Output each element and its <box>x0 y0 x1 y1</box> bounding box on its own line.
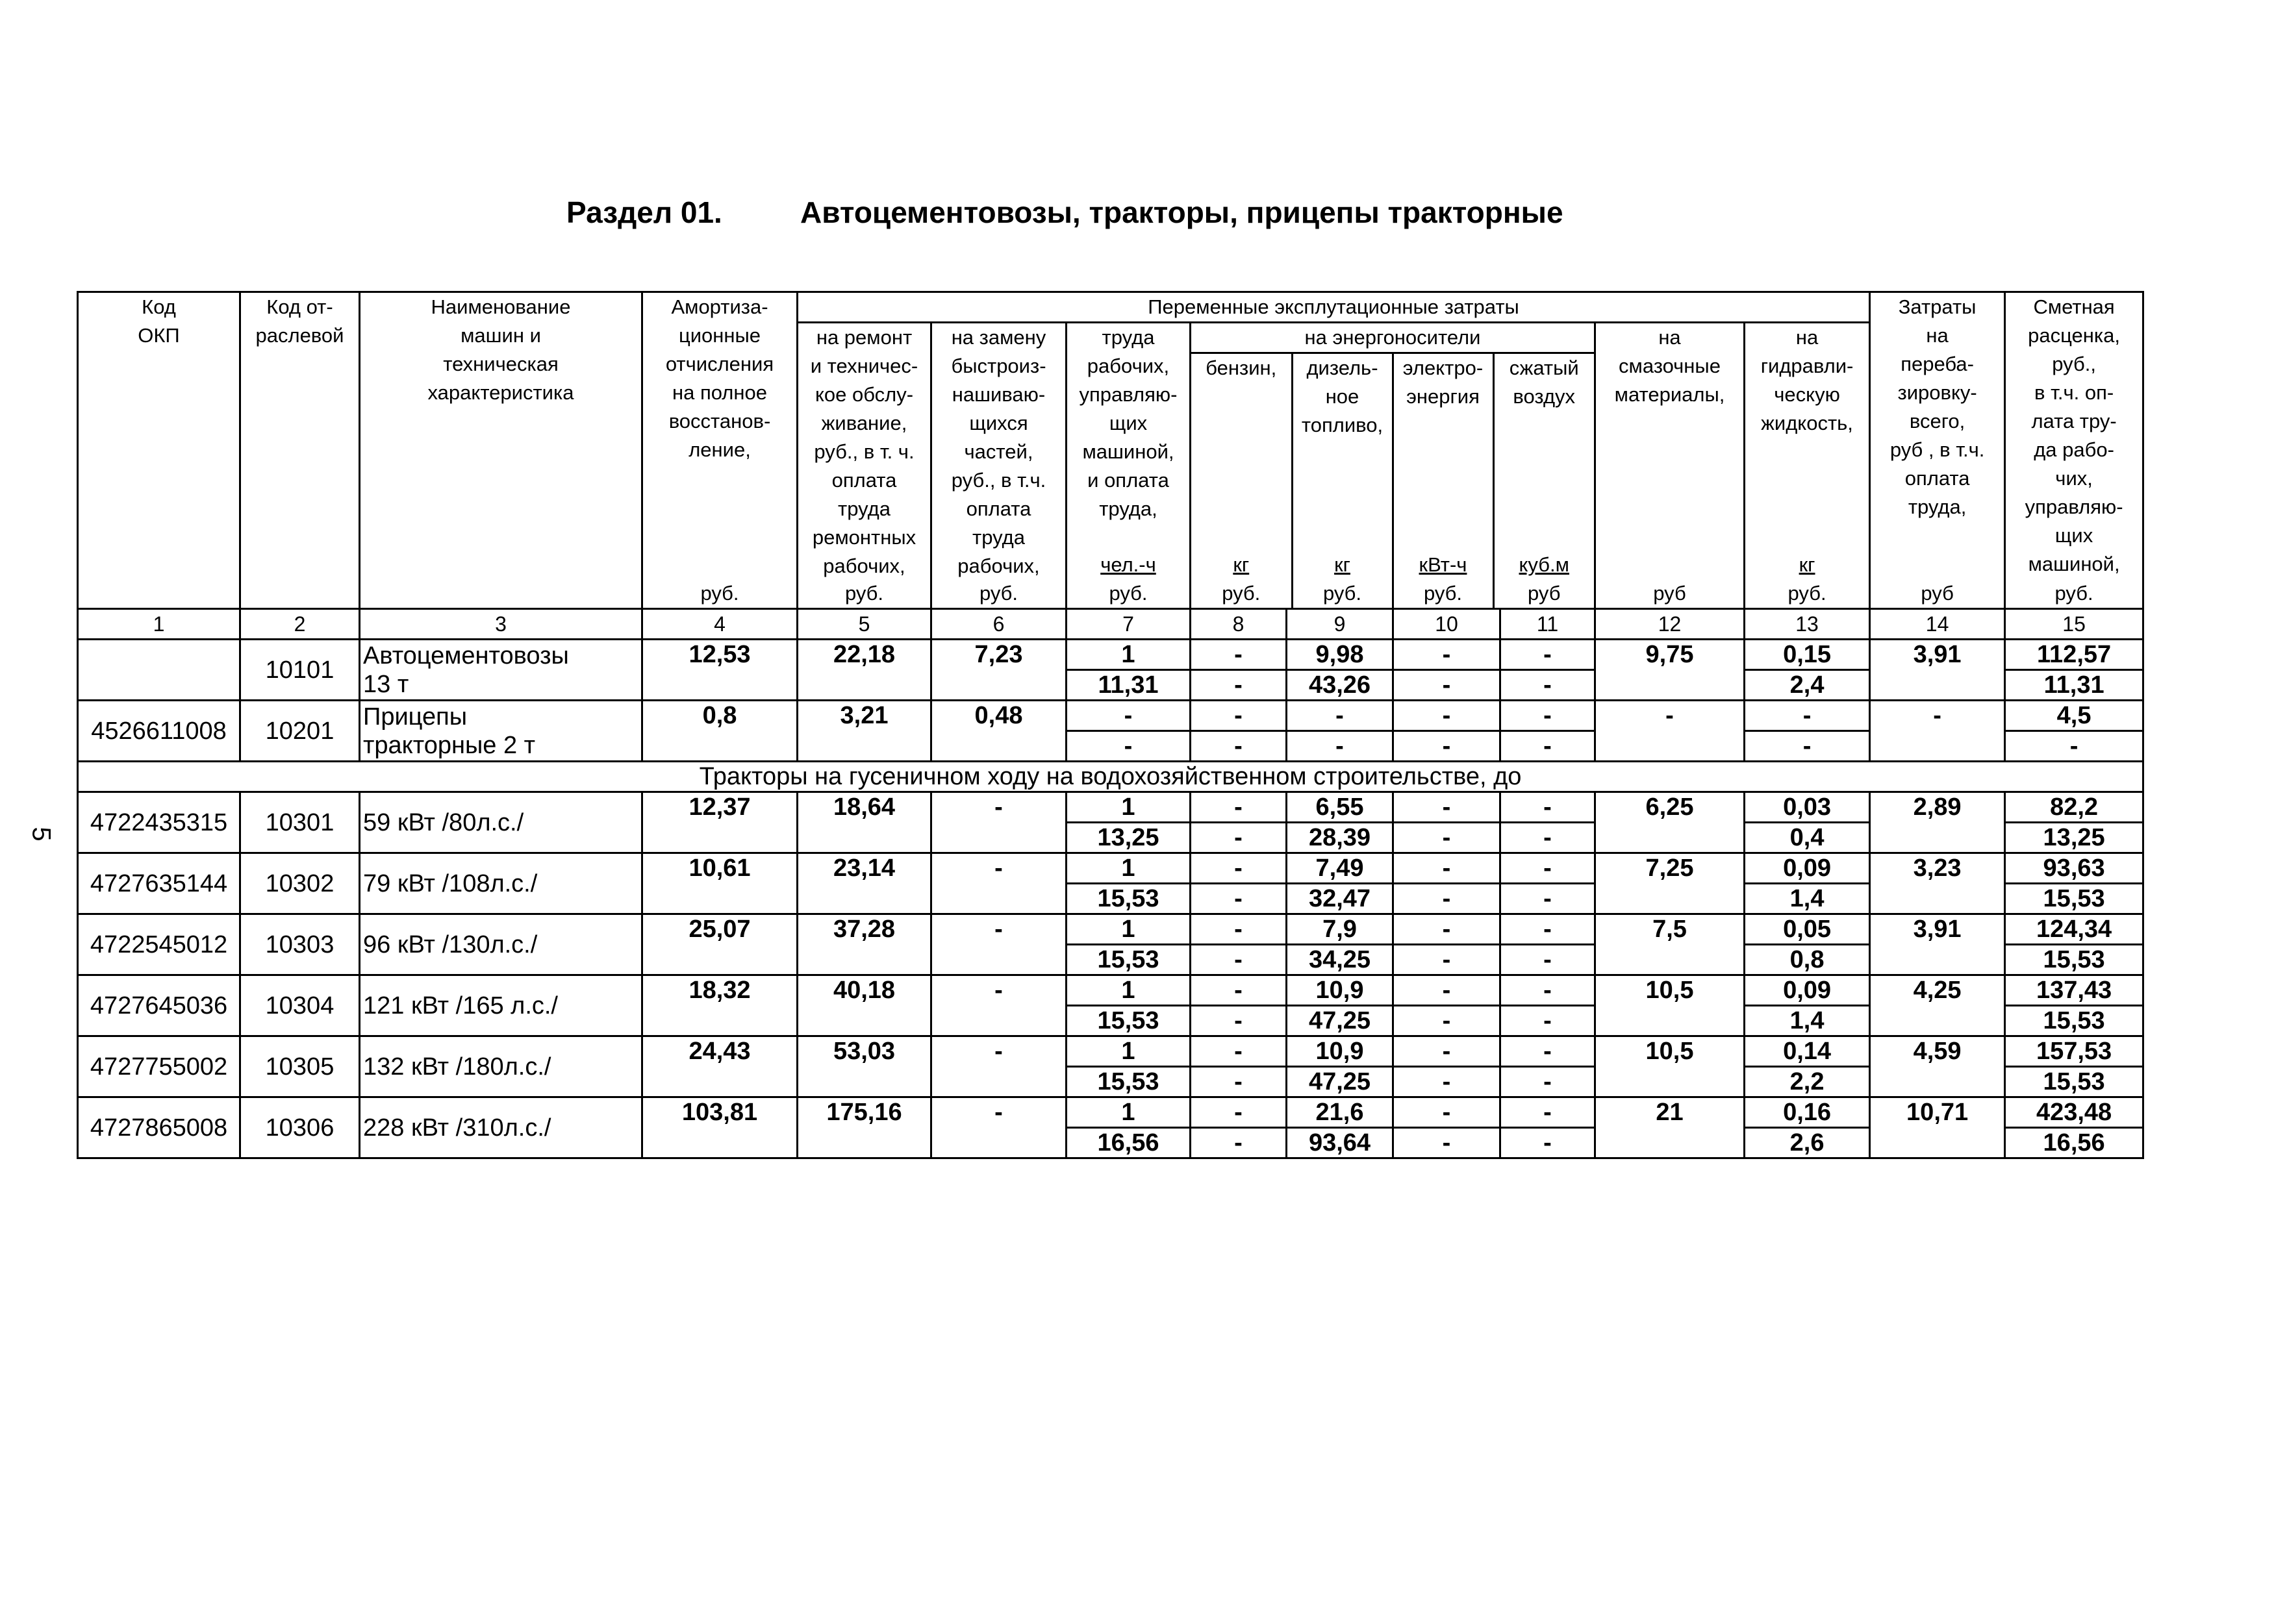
cell-diesel-kg: 9,98 <box>1287 640 1393 670</box>
cell-estimate-labor: 11,31 <box>2005 670 2143 701</box>
cell-electric-rub: - <box>1393 1067 1500 1097</box>
cell-diesel-rub: 43,26 <box>1287 670 1393 701</box>
cell-labor-rub: 16,56 <box>1067 1128 1191 1158</box>
cell-petrol-rub: - <box>1191 823 1287 853</box>
cell-lube: 6,25 <box>1595 792 1745 853</box>
cell-labor-rub: 11,31 <box>1067 670 1191 701</box>
cell-petrol-kg: - <box>1191 792 1287 823</box>
column-number: 12 <box>1595 609 1745 640</box>
cell-labor-hours: 1 <box>1067 1097 1191 1128</box>
cell-okp: 4727635144 <box>78 853 240 914</box>
table-row <box>78 701 2143 731</box>
cell-electric-rub: - <box>1393 945 1500 975</box>
table-row <box>78 640 2143 670</box>
cell-air-rub: - <box>1500 1006 1595 1036</box>
cell-electric-rub: - <box>1393 731 1500 762</box>
cell-petrol-rub: - <box>1191 670 1287 701</box>
cell-name: Автоцементовозы 13 т <box>360 640 642 701</box>
header-transport: Затраты на переба- зировку- всего, руб , в т.ч. оплата труда, руб <box>1870 292 2005 609</box>
group-label: Тракторы на гусеничном ходу на водохозяйственном строительстве, до <box>78 762 2143 792</box>
cell-transport: - <box>1870 701 2005 762</box>
cell-labor-hours: - <box>1067 701 1191 731</box>
cell-name: 59 кВт /80л.с./ <box>360 792 642 853</box>
cell-diesel-rub: 28,39 <box>1287 823 1393 853</box>
section-title <box>0 188 2287 240</box>
header-lube: на смазочные материалы, руб <box>1595 323 1745 609</box>
cell-estimate-labor: 15,53 <box>2005 945 2143 975</box>
cell-electric-kwh: - <box>1393 701 1500 731</box>
cell-code: 10305 <box>240 1036 360 1097</box>
table-row <box>78 914 2143 945</box>
cell-estimate: 112,57 <box>2005 640 2143 670</box>
cell-electric-kwh: - <box>1393 640 1500 670</box>
cell-okp: 4727645036 <box>78 975 240 1036</box>
cell-hydraulic-kg: 0,14 <box>1745 1036 1870 1067</box>
cell-petrol-kg: - <box>1191 640 1287 670</box>
cell-air-rub: - <box>1500 670 1595 701</box>
cell-hydraulic-kg: 0,09 <box>1745 975 1870 1006</box>
cell-name: 79 кВт /108л.с./ <box>360 853 642 914</box>
header-replace: на замену быстроиз- нашиваю- щихся частей, руб., в т.ч. оплата труда рабочих, руб. <box>931 323 1067 609</box>
column-number: 5 <box>798 609 931 640</box>
cell-electric-rub: - <box>1393 1128 1500 1158</box>
cell-air-rub: - <box>1500 1067 1595 1097</box>
cell-air-m3: - <box>1500 1097 1595 1128</box>
header-petrol: бензин, кг руб. <box>1191 353 1292 608</box>
cell-electric-rub: - <box>1393 1006 1500 1036</box>
cell-estimate: 137,43 <box>2005 975 2143 1006</box>
cell-repair: 175,16 <box>798 1097 931 1158</box>
cell-diesel-rub: 32,47 <box>1287 884 1393 914</box>
table-header <box>78 292 2143 640</box>
cell-diesel-rub: 93,64 <box>1287 1128 1393 1158</box>
cell-petrol-rub: - <box>1191 884 1287 914</box>
cell-okp: 4526611008 <box>78 701 240 762</box>
cell-code: 10304 <box>240 975 360 1036</box>
cell-hydraulic-kg: 0,03 <box>1745 792 1870 823</box>
cell-hydraulic-rub: 2,6 <box>1745 1128 1870 1158</box>
cell-code: 10201 <box>240 701 360 762</box>
cell-petrol-kg: - <box>1191 975 1287 1006</box>
cell-labor-rub: 15,53 <box>1067 1067 1191 1097</box>
cell-diesel-kg: - <box>1287 701 1393 731</box>
column-number: 9 <box>1287 609 1393 640</box>
header-energy: на энергоносители <box>1191 323 1594 353</box>
table-body-misc <box>78 640 2143 762</box>
cell-transport: 4,25 <box>1870 975 2005 1036</box>
table-row <box>78 792 2143 823</box>
cell-air-m3: - <box>1500 853 1595 884</box>
cell-electric-rub: - <box>1393 884 1500 914</box>
cell-electric-kwh: - <box>1393 975 1500 1006</box>
header-okp: Код ОКП <box>78 292 240 609</box>
cell-transport: 3,23 <box>1870 853 2005 914</box>
header-electric: электро- энергия кВт-ч руб. <box>1393 353 1493 608</box>
cell-diesel-kg: 21,6 <box>1287 1097 1393 1128</box>
cell-estimate-labor: - <box>2005 731 2143 762</box>
section-name: Автоцементовозы, тракторы, прицепы тракторные <box>800 195 1563 229</box>
cell-electric-kwh: - <box>1393 1036 1500 1067</box>
cell-amortization: 24,43 <box>642 1036 798 1097</box>
cell-amortization: 103,81 <box>642 1097 798 1158</box>
cell-air-m3: - <box>1500 701 1595 731</box>
cell-petrol-kg: - <box>1191 914 1287 945</box>
cell-estimate: 124,34 <box>2005 914 2143 945</box>
cell-diesel-rub: 34,25 <box>1287 945 1393 975</box>
cell-hydraulic-kg: 0,16 <box>1745 1097 1870 1128</box>
cell-hydraulic-rub: 0,4 <box>1745 823 1870 853</box>
cell-labor-hours: 1 <box>1067 640 1191 670</box>
cell-estimate: 423,48 <box>2005 1097 2143 1128</box>
section-number: Раздел 01. <box>566 195 722 229</box>
header-estimate: Сметная расценка, руб., в т.ч. оп- лата тру- да рабо- чих, управляю- щих машиной, руб. <box>2005 292 2143 609</box>
cell-amortization: 25,07 <box>642 914 798 975</box>
cell-replace: - <box>931 914 1067 975</box>
cell-replace: - <box>931 792 1067 853</box>
cell-electric-rub: - <box>1393 823 1500 853</box>
cell-diesel-kg: 7,49 <box>1287 853 1393 884</box>
cell-electric-kwh: - <box>1393 914 1500 945</box>
cell-okp: 4722435315 <box>78 792 240 853</box>
cell-amortization: 10,61 <box>642 853 798 914</box>
cell-okp: 4727755002 <box>78 1036 240 1097</box>
cell-hydraulic-rub: 1,4 <box>1745 1006 1870 1036</box>
cell-air-m3: - <box>1500 914 1595 945</box>
cell-estimate-labor: 15,53 <box>2005 1006 2143 1036</box>
cell-petrol-rub: - <box>1191 1067 1287 1097</box>
cell-repair: 3,21 <box>798 701 931 762</box>
column-number-row <box>78 609 2143 640</box>
cell-replace: - <box>931 975 1067 1036</box>
cell-diesel-rub: 47,25 <box>1287 1067 1393 1097</box>
cell-hydraulic-rub: 2,4 <box>1745 670 1870 701</box>
cell-repair: 40,18 <box>798 975 931 1036</box>
cell-transport: 4,59 <box>1870 1036 2005 1097</box>
cell-air-rub: - <box>1500 823 1595 853</box>
header-amortization: Амортиза- ционные отчисления на полное восстанов- ление, руб. <box>642 292 798 609</box>
header-labor: труда рабочих, управляю- щих машиной, и оплата труда, чел.-ч руб. <box>1067 323 1191 609</box>
column-number: 7 <box>1067 609 1191 640</box>
cell-name: 228 кВт /310л.с./ <box>360 1097 642 1158</box>
cell-lube: 9,75 <box>1595 640 1745 701</box>
column-number: 14 <box>1870 609 2005 640</box>
cell-hydraulic-kg: 0,05 <box>1745 914 1870 945</box>
column-number: 11 <box>1500 609 1595 640</box>
cell-air-rub: - <box>1500 731 1595 762</box>
cell-estimate-labor: 15,53 <box>2005 884 2143 914</box>
cell-petrol-kg: - <box>1191 853 1287 884</box>
page-number: 5 <box>27 827 56 842</box>
column-number: 4 <box>642 609 798 640</box>
cell-okp <box>78 640 240 701</box>
cell-transport: 2,89 <box>1870 792 2005 853</box>
cell-code: 10301 <box>240 792 360 853</box>
cell-lube: 10,5 <box>1595 975 1745 1036</box>
header-air: сжатый воздух куб.м руб <box>1493 353 1594 608</box>
column-number: 15 <box>2005 609 2143 640</box>
cell-air-m3: - <box>1500 792 1595 823</box>
column-number: 2 <box>240 609 360 640</box>
cell-labor-hours: 1 <box>1067 914 1191 945</box>
cell-electric-kwh: - <box>1393 853 1500 884</box>
cell-hydraulic-rub: 0,8 <box>1745 945 1870 975</box>
cell-air-m3: - <box>1500 640 1595 670</box>
cell-hydraulic-kg: - <box>1745 701 1870 731</box>
cell-petrol-kg: - <box>1191 1097 1287 1128</box>
table-row <box>78 1097 2143 1128</box>
cell-diesel-kg: 7,9 <box>1287 914 1393 945</box>
cell-replace: - <box>931 853 1067 914</box>
cell-name: Прицепы тракторные 2 т <box>360 701 642 762</box>
cell-estimate: 4,5 <box>2005 701 2143 731</box>
cell-petrol-rub: - <box>1191 1128 1287 1158</box>
cell-transport: 10,71 <box>1870 1097 2005 1158</box>
cell-petrol-kg: - <box>1191 701 1287 731</box>
column-number: 8 <box>1191 609 1287 640</box>
cell-diesel-rub: - <box>1287 731 1393 762</box>
column-number: 13 <box>1745 609 1870 640</box>
cell-name: 121 кВт /165 л.с./ <box>360 975 642 1036</box>
cell-labor-hours: 1 <box>1067 853 1191 884</box>
cell-replace: 0,48 <box>931 701 1067 762</box>
cell-replace: - <box>931 1097 1067 1158</box>
cell-air-rub: - <box>1500 945 1595 975</box>
header-name: Наименование машин и техническая характеристика <box>360 292 642 609</box>
cell-repair: 23,14 <box>798 853 931 914</box>
header-diesel: дизель- ное топливо, кг руб. <box>1292 353 1393 608</box>
cell-replace: 7,23 <box>931 640 1067 701</box>
rates-table <box>77 291 2144 1159</box>
cell-amortization: 12,37 <box>642 792 798 853</box>
cell-air-rub: - <box>1500 884 1595 914</box>
cell-lube: - <box>1595 701 1745 762</box>
cell-transport: 3,91 <box>1870 640 2005 701</box>
cell-lube: 21 <box>1595 1097 1745 1158</box>
cell-labor-hours: 1 <box>1067 975 1191 1006</box>
cell-lube: 10,5 <box>1595 1036 1745 1097</box>
column-number: 1 <box>78 609 240 640</box>
cell-okp: 4727865008 <box>78 1097 240 1158</box>
energy-subtable <box>1191 323 1594 608</box>
cell-amortization: 0,8 <box>642 701 798 762</box>
header-variable-costs: Переменные эксплутационные затраты <box>798 292 1870 323</box>
cell-labor-rub: 15,53 <box>1067 884 1191 914</box>
cell-name: 132 кВт /180л.с./ <box>360 1036 642 1097</box>
cell-lube: 7,5 <box>1595 914 1745 975</box>
cell-okp: 4722545012 <box>78 914 240 975</box>
cell-electric-kwh: - <box>1393 792 1500 823</box>
cell-diesel-kg: 10,9 <box>1287 1036 1393 1067</box>
cell-transport: 3,91 <box>1870 914 2005 975</box>
cell-labor-rub: 13,25 <box>1067 823 1191 853</box>
cell-air-m3: - <box>1500 1036 1595 1067</box>
column-number: 10 <box>1393 609 1500 640</box>
cell-lube: 7,25 <box>1595 853 1745 914</box>
cell-hydraulic-rub: 1,4 <box>1745 884 1870 914</box>
cell-hydraulic-rub: 2,2 <box>1745 1067 1870 1097</box>
cell-replace: - <box>931 1036 1067 1097</box>
header-hydraulic: на гидравли- ческую жидкость, кг руб. <box>1745 323 1870 609</box>
cell-amortization: 12,53 <box>642 640 798 701</box>
cell-petrol-rub: - <box>1191 731 1287 762</box>
cell-estimate: 157,53 <box>2005 1036 2143 1067</box>
cell-electric-kwh: - <box>1393 1097 1500 1128</box>
column-number: 6 <box>931 609 1067 640</box>
table-row <box>78 975 2143 1006</box>
cell-repair: 53,03 <box>798 1036 931 1097</box>
cell-electric-rub: - <box>1393 670 1500 701</box>
cell-amortization: 18,32 <box>642 975 798 1036</box>
header-industry-code: Код от- раслевой <box>240 292 360 609</box>
cell-estimate-labor: 16,56 <box>2005 1128 2143 1158</box>
cell-estimate-labor: 13,25 <box>2005 823 2143 853</box>
cell-labor-rub: 15,53 <box>1067 945 1191 975</box>
cell-labor-hours: 1 <box>1067 792 1191 823</box>
cell-name: 96 кВт /130л.с./ <box>360 914 642 975</box>
cell-hydraulic-rub: - <box>1745 731 1870 762</box>
cell-diesel-kg: 10,9 <box>1287 975 1393 1006</box>
cell-repair: 18,64 <box>798 792 931 853</box>
table-row <box>78 1036 2143 1067</box>
cell-code: 10101 <box>240 640 360 701</box>
cell-diesel-rub: 47,25 <box>1287 1006 1393 1036</box>
cell-repair: 22,18 <box>798 640 931 701</box>
cell-estimate: 93,63 <box>2005 853 2143 884</box>
cell-labor-hours: 1 <box>1067 1036 1191 1067</box>
cell-code: 10306 <box>240 1097 360 1158</box>
cell-estimate: 82,2 <box>2005 792 2143 823</box>
cell-labor-rub: - <box>1067 731 1191 762</box>
cell-repair: 37,28 <box>798 914 931 975</box>
cell-estimate-labor: 15,53 <box>2005 1067 2143 1097</box>
cell-petrol-rub: - <box>1191 945 1287 975</box>
cell-petrol-kg: - <box>1191 1036 1287 1067</box>
cell-code: 10302 <box>240 853 360 914</box>
column-number: 3 <box>360 609 642 640</box>
cell-code: 10303 <box>240 914 360 975</box>
cell-hydraulic-kg: 0,09 <box>1745 853 1870 884</box>
cell-air-rub: - <box>1500 1128 1595 1158</box>
group-header <box>78 762 2143 792</box>
cell-hydraulic-kg: 0,15 <box>1745 640 1870 670</box>
table-body-tractors <box>78 792 2143 1158</box>
header-repair: на ремонт и техничес- кое обслу- живание, руб., в т. ч. оплата труда ремонтных рабочих, руб. <box>798 323 931 609</box>
cell-petrol-rub: - <box>1191 1006 1287 1036</box>
cell-air-m3: - <box>1500 975 1595 1006</box>
cell-diesel-kg: 6,55 <box>1287 792 1393 823</box>
table-row <box>78 853 2143 884</box>
cell-labor-rub: 15,53 <box>1067 1006 1191 1036</box>
